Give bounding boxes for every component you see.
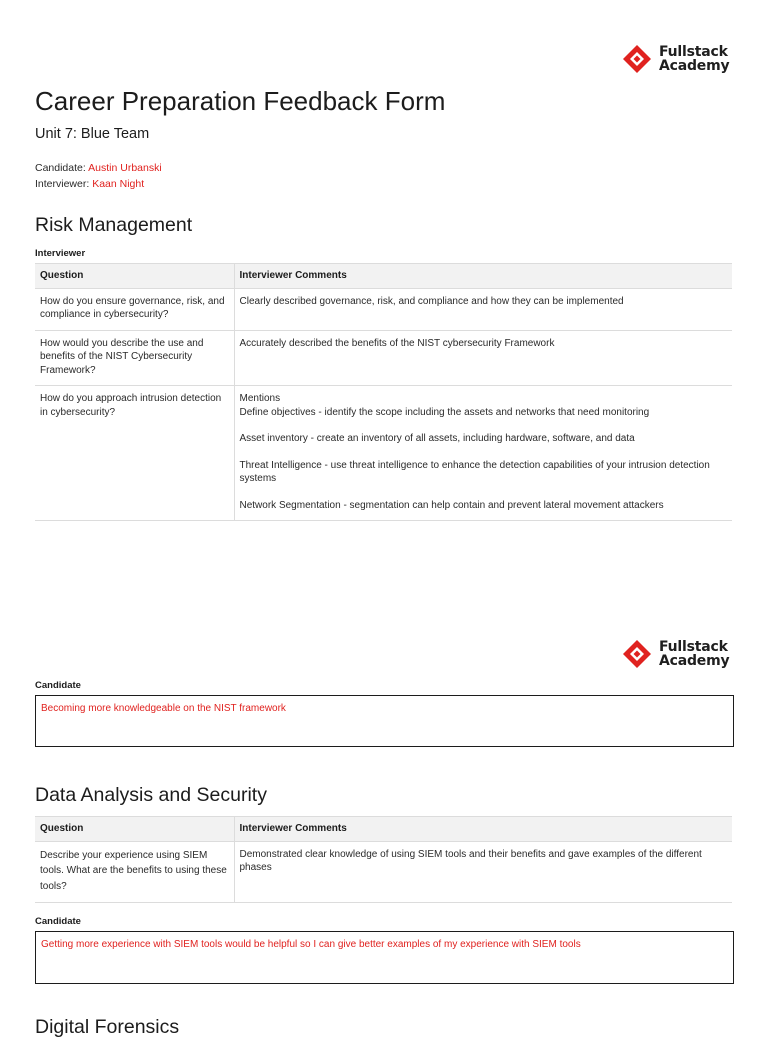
brand-name: Fullstack Academy	[659, 44, 730, 74]
candidate-response-box: Getting more experience with SIEM tools would be helpful so I can give better examples of my experience with SIEM tools	[35, 931, 734, 984]
question-cell: Describe your experience using SIEM tools. What are the benefits to using these tools?	[35, 841, 234, 903]
brand-logo	[622, 639, 729, 669]
candidate-label: Candidate:	[35, 162, 86, 174]
section-heading-risk: Risk Management	[35, 214, 193, 236]
comment-line: Mentions	[239, 393, 281, 404]
interviewer-meta	[35, 178, 144, 190]
col-comments-header: Interviewer Comments	[234, 817, 732, 842]
col-question-header: Question	[35, 264, 234, 289]
data-analysis-question-table	[35, 816, 732, 903]
table-row	[35, 386, 732, 521]
comment-cell	[234, 386, 732, 521]
comment-cell: Accurately described the benefits of the NIST cybersecurity Framework	[234, 330, 732, 386]
comment-cell: Demonstrated clear knowledge of using SIEM tools and their benefits and gave examples of the different phases	[234, 841, 732, 903]
interviewer-label: Interviewer:	[35, 178, 90, 190]
brand-logo	[622, 44, 729, 74]
question-cell: How do you ensure governance, risk, and compliance in cybersecurity?	[35, 288, 234, 330]
interviewer-name: Kaan Night	[92, 178, 145, 190]
table-header-row	[35, 264, 732, 289]
question-cell: How do you approach intrusion detection in cybersecurity?	[35, 386, 234, 521]
comment-line: Network Segmentation - segmentation can help contain and prevent lateral movement attackers	[239, 499, 664, 511]
table-row	[35, 288, 732, 330]
candidate-section-label: Candidate	[35, 680, 81, 691]
interviewer-section-label: Interviewer	[35, 248, 86, 259]
comment-line: Define objectives - identify the scope including the assets and networks that need monitoring	[239, 406, 650, 418]
section-heading-data-analysis: Data Analysis and Security	[35, 784, 267, 806]
risk-question-table	[35, 263, 732, 521]
col-question-header: Question	[35, 817, 234, 842]
candidate-section-label: Candidate	[35, 916, 81, 927]
comment-cell: Clearly described governance, risk, and compliance and how they can be implemented	[234, 288, 732, 330]
section-heading-next: Digital Forensics	[35, 1016, 180, 1038]
brand-logo-icon	[622, 639, 652, 669]
comment-line: Asset inventory - create an inventory of all assets, including hardware, software, and data	[239, 433, 635, 444]
page-title: Career Preparation Feedback Form	[35, 86, 446, 116]
brand-logo-icon	[622, 44, 652, 74]
col-comments-header: Interviewer Comments	[234, 264, 732, 289]
table-header-row	[35, 817, 732, 842]
comment-line: Threat Intelligence - use threat intelligence to enhance the detection capabilities of your intrusion detection systems	[239, 459, 710, 484]
candidate-name: Austin Urbanski	[88, 162, 162, 174]
candidate-meta	[35, 162, 162, 174]
table-row	[35, 841, 732, 903]
question-cell: How would you describe the use and benefits of the NIST Cybersecurity Framework?	[35, 330, 234, 386]
page-subtitle: Unit 7: Blue Team	[35, 126, 150, 142]
brand-name: Fullstack Academy	[659, 639, 730, 669]
table-row	[35, 330, 732, 386]
candidate-response-box: Becoming more knowledgeable on the NIST framework	[35, 695, 734, 747]
